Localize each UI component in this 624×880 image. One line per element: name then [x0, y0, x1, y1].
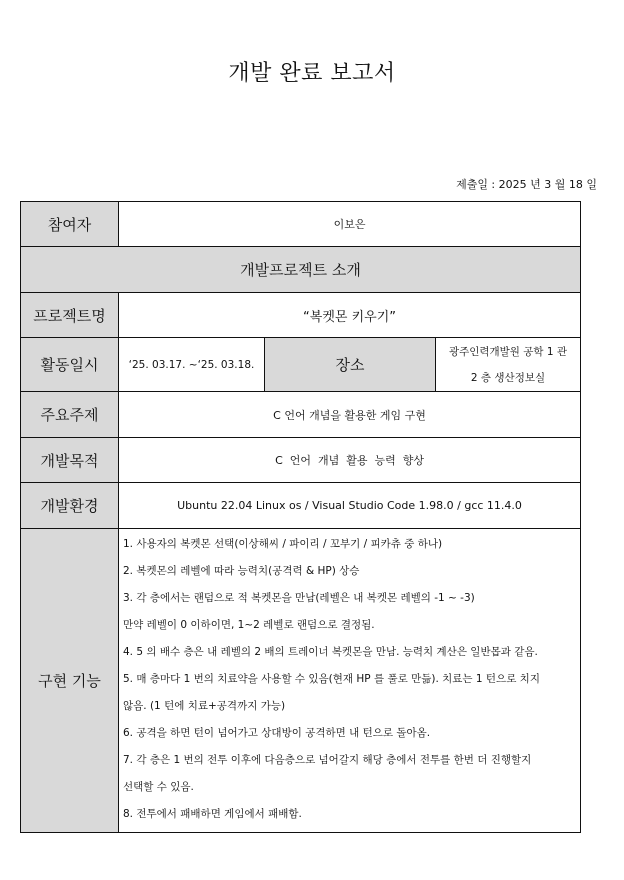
feature-line: 4. 5 의 배수 층은 내 레벨의 2 배의 트레이너 복켓몬을 만남. 능력치 계산은 일반몹과 같음.: [123, 646, 538, 658]
place-line-1: 광주인력개발원 공학 1 관: [448, 345, 568, 358]
main-topic-value: C 언어 개념을 활용한 게임 구현: [119, 392, 581, 438]
row-participant: [21, 202, 581, 247]
row-section: [21, 247, 581, 293]
feature-line: 7. 각 층은 1 번의 전투 이후에 다음층으로 넘어갈지 해당 층에서 전투를 한번 더 진행할지: [123, 754, 532, 766]
feature-line: 3. 각 층에서는 랜덤으로 적 복켓몬을 만남(레벨은 내 복켓몬 레벨의 -1 ~ -3): [123, 592, 475, 604]
row-features: [21, 529, 581, 833]
features-label: 구현 기능: [21, 529, 119, 833]
submit-date: 제출일 : 2025 년 3 월 18 일: [456, 178, 597, 191]
activity-date-label: 활동일시: [21, 338, 119, 392]
feature-line: 5. 매 층마다 1 번의 치료약을 사용할 수 있음(현재 HP 를 풀로 만듦). 치료는 1 턴으로 치지: [123, 673, 540, 685]
row-environment: [21, 483, 581, 529]
row-activity: [21, 338, 581, 392]
feature-line: 않음. (1 턴에 치료+공격까지 가능): [123, 700, 286, 712]
features-list: [119, 529, 580, 832]
activity-date-value: ‘25. 03.17. ~‘25. 03.18.: [119, 338, 265, 392]
participant-label: 참여자: [21, 202, 119, 247]
features-value: [119, 529, 581, 833]
report-table: [20, 201, 581, 833]
project-name-label: 프로젝트명: [21, 293, 119, 338]
place-line-2: 2 층 생산정보실: [470, 371, 546, 384]
row-main-topic: [21, 392, 581, 438]
project-name-value: “복켓몬 키우기”: [119, 293, 581, 338]
section-title: 개발프로젝트 소개: [21, 247, 581, 293]
purpose-label: 개발목적: [21, 438, 119, 483]
purpose-value: C 언어 개념 활용 능력 향상: [119, 438, 581, 483]
place-label: 장소: [265, 338, 436, 392]
feature-line: 2. 복켓몬의 레벨에 따라 능력치(공격력 & HP) 상승: [123, 565, 360, 577]
row-purpose: [21, 438, 581, 483]
feature-line: 1. 사용자의 복켓몬 선택(이상해씨 / 파이리 / 꼬부기 / 피카츄 중 하나): [123, 538, 443, 550]
feature-line: 선택할 수 있음.: [123, 781, 194, 793]
feature-line: 6. 공격을 하면 턴이 넘어가고 상대방이 공격하면 내 턴으로 돌아옴.: [123, 727, 431, 739]
environment-label: 개발환경: [21, 483, 119, 529]
place-value: [436, 338, 581, 392]
document-title: 개발 완료 보고서: [228, 61, 396, 86]
main-topic-label: 주요주제: [21, 392, 119, 438]
environment-value: Ubuntu 22.04 Linux os / Visual Studio Code 1.98.0 / gcc 11.4.0: [119, 483, 581, 529]
feature-line: 8. 전투에서 패배하면 게임에서 패배함.: [123, 808, 302, 820]
participant-value: 이보은: [119, 202, 581, 247]
row-project-name: [21, 293, 581, 338]
feature-line: 만약 레벨이 0 이하이면, 1~2 레벨로 랜덤으로 결정됨.: [123, 619, 375, 631]
